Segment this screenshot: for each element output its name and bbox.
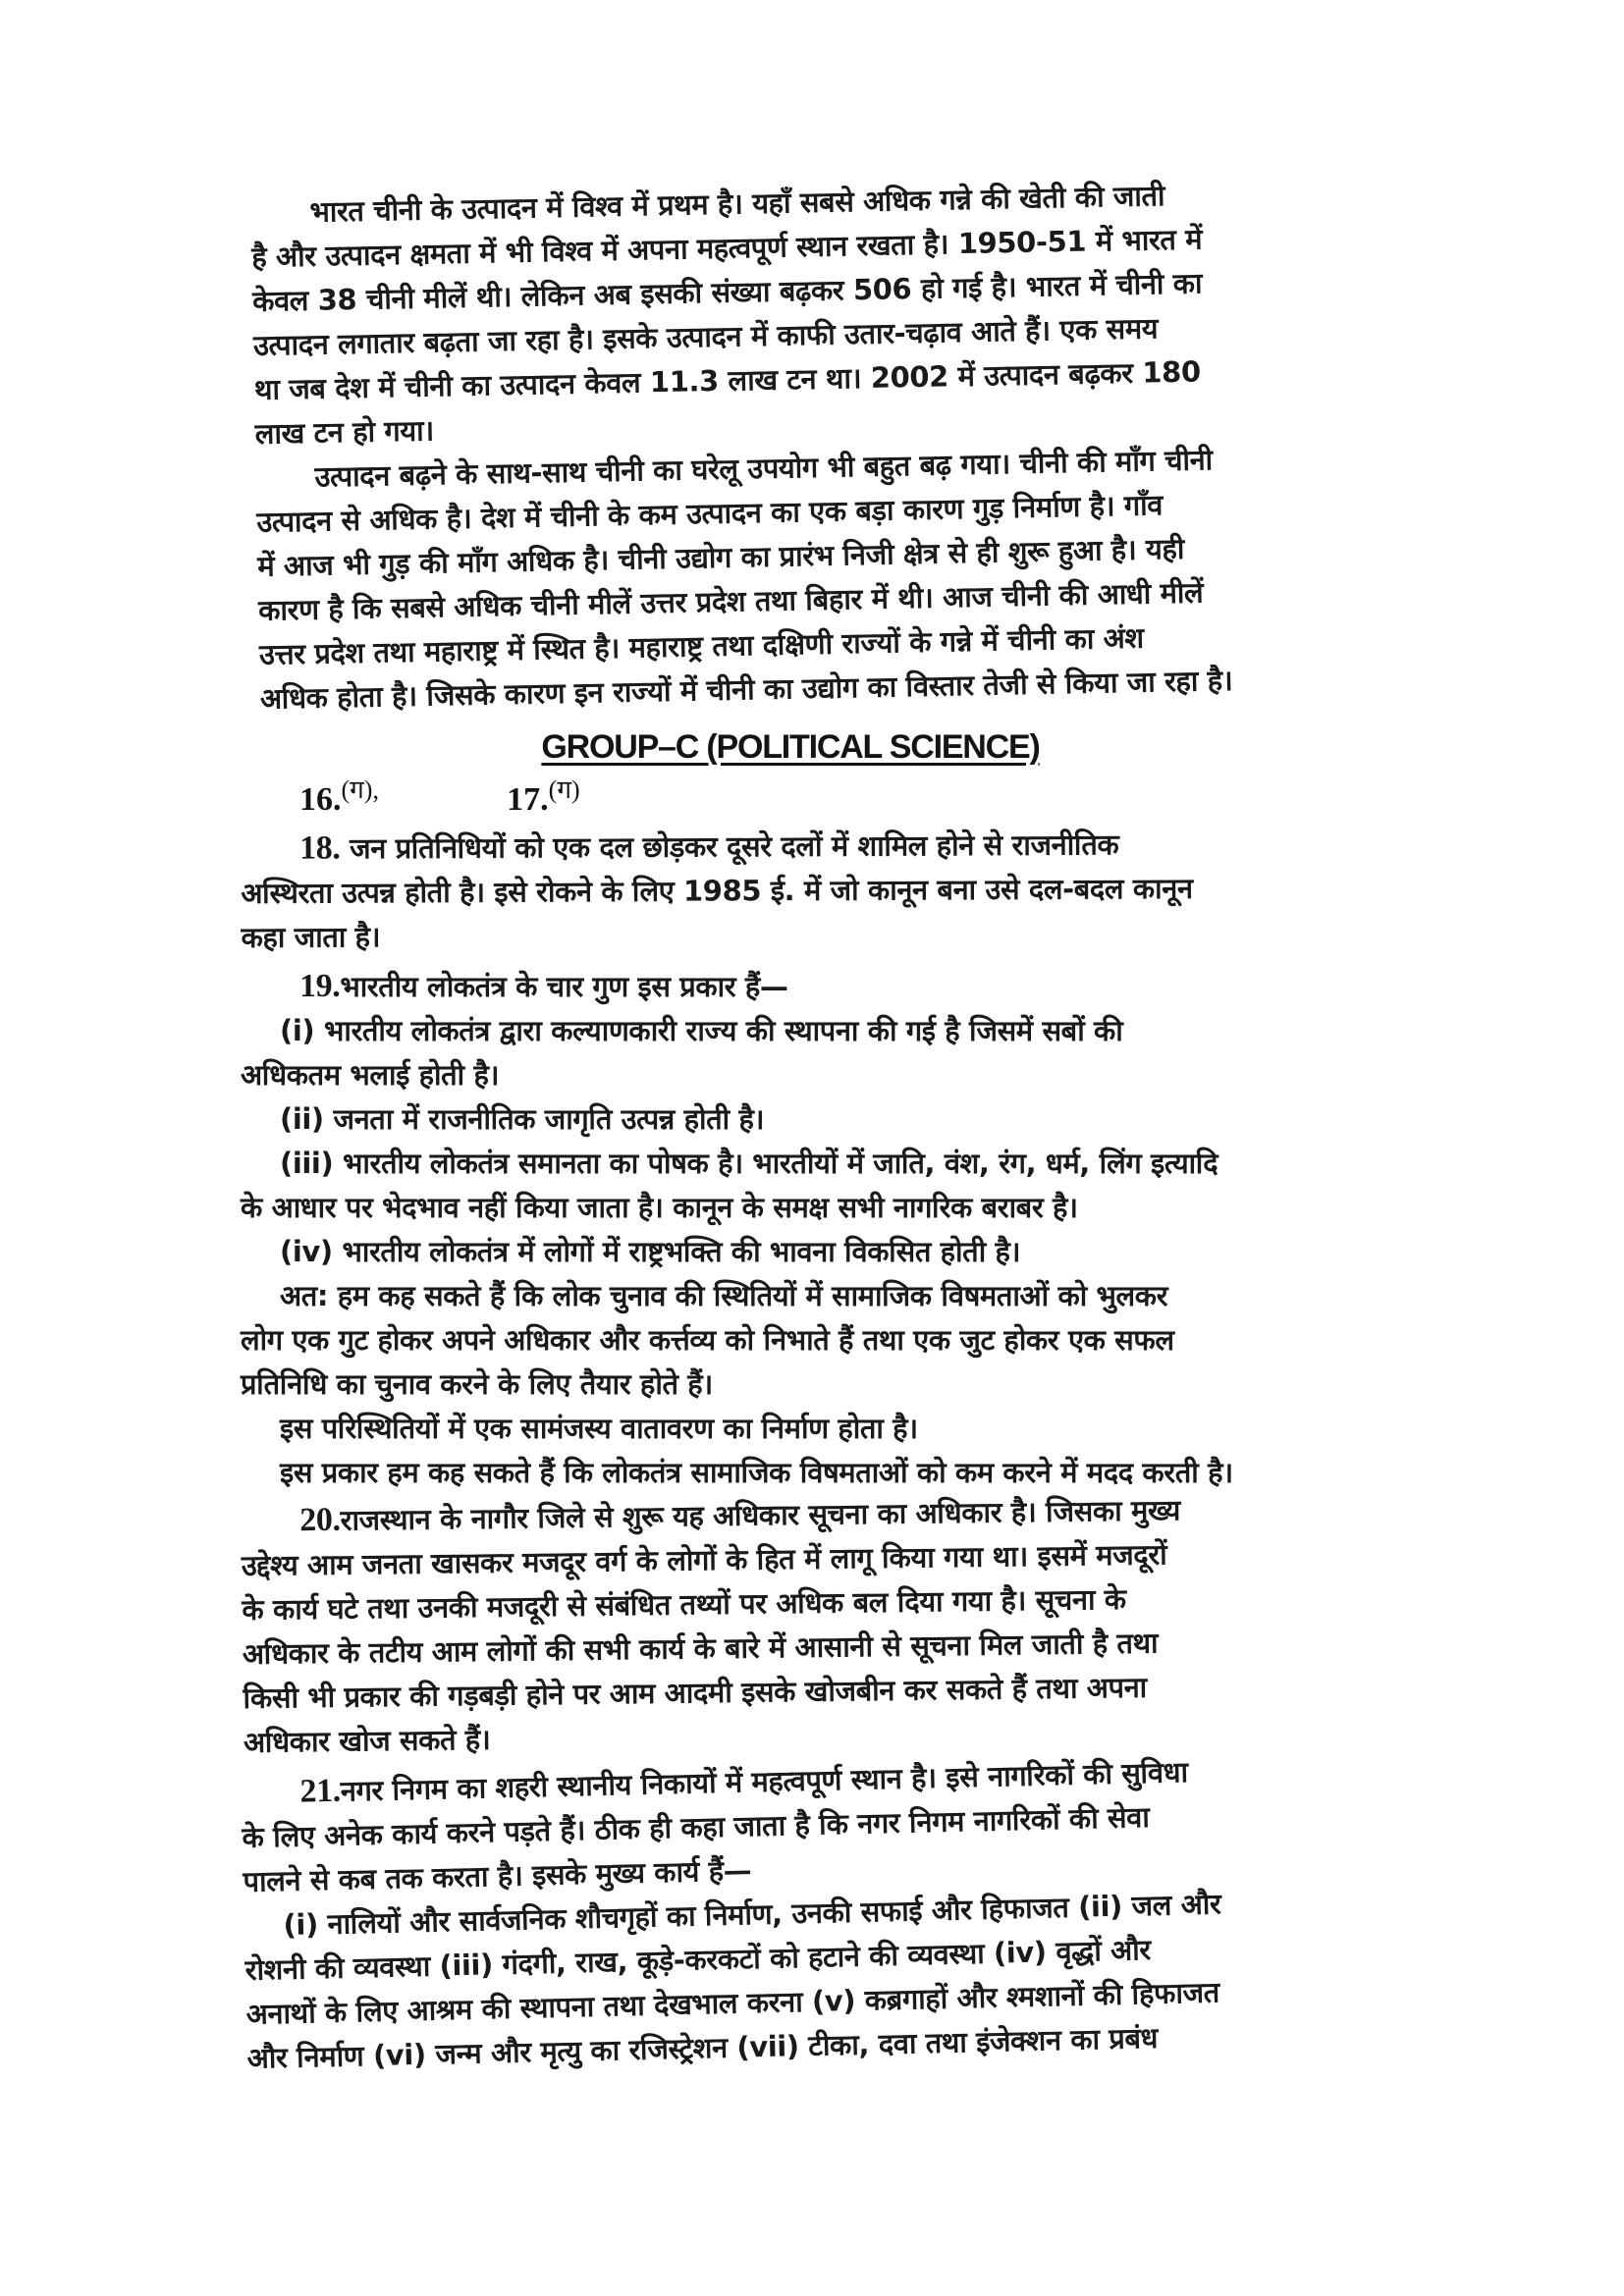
text-line: में आज भी गुड़ की माँग अधिक है। चीनी उद्योग का प्रारंभ निजी क्षेत्र से ही शुरू हुआ है। यही: [257, 531, 1185, 583]
text-line: उत्पादन लगातार बढ़ता जा रहा है। इसके उत्पादन में काफी उतार-चढ़ाव आते हैं। एक समय: [252, 311, 1159, 362]
answer-18: [241, 821, 1341, 960]
section-heading: GROUP–C (POLITICAL SCIENCE): [541, 728, 1040, 766]
answer-21: [241, 1746, 1347, 2081]
text-line: के लिए अनेक कार्य करने पड़ते हैं। ठीक ही कहा जाता है कि नगर निगम नागरिकों की सेवा: [242, 1800, 1150, 1854]
text-line: लोग एक गुट होकर अपने अधिकार और कर्त्तव्य को निभाते हैं तथा एक जुट होकर एक सफल: [241, 1323, 1174, 1357]
text-line: के आधार पर भेदभाव नहीं किया जाता है। कानून के समक्ष सभी नागरिक बराबर है।: [241, 1191, 1078, 1224]
document-page: [241, 179, 1340, 2081]
text-line: कारण है कि सबसे अधिक चीनी मीलें उत्तर प्रदेश तथा बिहार में थी। आज चीनी की आधी मीलें: [257, 575, 1204, 627]
text-line: अत: हम कह सकते हैं कि लोक चुनाव की स्थितियों में सामाजिक विषमताओं को भुलकर: [280, 1279, 1168, 1312]
answer-20: [241, 1485, 1343, 1765]
text-line: अस्थिरता उत्पन्न होती है। इसे रोकने के लिए 1985 ई. में जो कानून बना उसे दल-बदल कानून: [241, 871, 1193, 910]
question-number: 16.: [299, 781, 342, 818]
text-line: अनाथों के लिए आश्रम की स्थापना तथा देखभाल करना (v) कब्रगाहों और श्मशानों की हिफाजत: [245, 1975, 1220, 2031]
text-line: उद्देश्य आम जनता खासकर मजदूर वर्ग के लोगों के हित में लागू किया गया था। इसमें मजदूरों: [241, 1537, 1167, 1582]
text-line: पालने से कब तक करता है। इसके मुख्य कार्य हैं—: [243, 1853, 752, 1898]
answer-option: (ग): [548, 775, 580, 804]
text-line: कहा जाता है।: [241, 920, 381, 954]
question-number: 21.: [299, 1772, 342, 1810]
list-item: (ii) जनता में राजनीतिक जागृति उत्पन्न होती है।: [280, 1102, 765, 1136]
text-line: अधिकार खोज सकते हैं।: [243, 1722, 491, 1759]
text-line: रोशनी की व्यवस्था (iii) गंदगी, राख, कूड़े-करकटों को हटाने की व्यवस्था (iv) वृद्धों और: [244, 1933, 1152, 1987]
text-line: केवल 38 चीनी मीलें थी। लेकिन अब इसकी संख्या बढ़कर 506 हो गई है। भारत में चीनी का: [251, 266, 1203, 318]
text-line: अधिकार के तटीय आम लोगों की सभी कार्य के बारे में आसानी से सूचना मिल जाती है तथा: [242, 1626, 1159, 1671]
list-item: (i) भारतीय लोकतंत्र द्वारा कल्याणकारी राज्य की स्थापना की गई है जिसमें सबों की: [280, 1014, 1123, 1047]
answer-option: (ग),: [341, 775, 379, 804]
text-line: इस परिस्थितियों में एक सामंजस्य वातावरण का निर्माण होता है।: [280, 1412, 918, 1445]
text-line: और निर्माण (vi) जन्म और मृत्यु का रजिस्ट्रेशन (vii) टीका, दवा तथा इंजेक्शन का प्रबंध: [246, 2020, 1159, 2075]
text-line: किसी भी प्रकार की गड़बड़ी होने पर आम आदमी इसके खोजबीन कर सकते हैं तथा अपना: [243, 1670, 1148, 1715]
answer-19: [241, 964, 1340, 1495]
text-line: प्रतिनिधि का चुनाव करने के लिए तैयार होते हैं।: [241, 1367, 713, 1401]
text-line: है और उत्पादन क्षमता में भी विश्व में अपना महत्वपूर्ण स्थान रखता है। 1950-51 में भारत में: [250, 222, 1203, 274]
text-line: राजस्थान के नागौर जिले से शुरू यह अधिकार सूचना का अधिकार है। जिसका मुख्य: [340, 1493, 1181, 1537]
list-item: (iii) भारतीय लोकतंत्र समानता का पोषक है। भारतीयों में जाति, वंश, रंग, धर्म, लिंग इत्यादि: [280, 1147, 1218, 1180]
short-answers-row: [241, 769, 1340, 827]
text-line: भारत चीनी के उत्पादन में विश्व में प्रथम है। यहाँ सबसे अधिक गन्ने की खेती की जाती: [309, 179, 1165, 229]
economics-answer-block: [250, 171, 1350, 721]
text-line: जन प्रतिनिधियों को एक दल छोड़कर दूसरे दलों में शामिल होने से राजनीतिक: [350, 828, 1119, 866]
text-line: था जब देश में चीनी का उत्पादन केवल 11.3 लाख टन था। 2002 में उत्पादन बढ़कर 180: [253, 354, 1201, 406]
text-line: उत्तर प्रदेश तथा महाराष्ट्र में स्थित है। महाराष्ट्र तथा दक्षिणी राज्यों के गन्ने में चीनी का अंश: [258, 620, 1144, 671]
list-item: (i) नालियों और सार्वजनिक शौचगृहों का निर्माण, उनकी सफाई और हिफाजत (ii) जल और: [283, 1887, 1221, 1943]
text-line: नगर निगम का शहरी स्थानीय निकायों में महत्वपूर्ण स्थान है। इसे नागरिकों की सुविधा: [340, 1755, 1189, 1808]
text-line: लाख टन हो गया।: [254, 413, 435, 451]
question-number: 18.: [299, 829, 341, 867]
question-number: 19.: [299, 968, 341, 1004]
question-number: 20.: [299, 1501, 341, 1539]
text-line: उत्पादन बढ़ने के साथ-साथ चीनी का घरेलू उपयोग भी बहुत बढ़ गया। चीनी की माँग चीनी: [314, 443, 1214, 494]
text-line: अधिकतम भलाई होती है।: [241, 1058, 500, 1092]
list-item: (iv) भारतीय लोकतंत्र में लोगों में राष्ट्रभक्ति की भावना विकसित होती है।: [280, 1235, 1021, 1268]
text-line: इस प्रकार हम कह सकते हैं कि लोकतंत्र सामाजिक विषमताओं को कम करने में मदद करती है।: [280, 1456, 1233, 1489]
question-number: 17.: [507, 781, 549, 818]
text-line: अधिक होता है। जिसके कारण इन राज्यों में चीनी का उद्योग का विस्तार तेजी से किया जा रहा है।: [259, 663, 1233, 716]
text-line: के कार्य घटे तथा उनकी मजदूरी से संबंधित तथ्यों पर अधिक बल दिया गया है। सूचना के: [242, 1581, 1126, 1627]
text-line: उत्पादन से अधिक है। देश में चीनी के कम उत्पादन का एक बड़ा कारण गुड़ निर्माण है। गाँव: [256, 488, 1164, 539]
text-line: भारतीय लोकतंत्र के चार गुण इस प्रकार हैं—: [340, 970, 788, 1003]
